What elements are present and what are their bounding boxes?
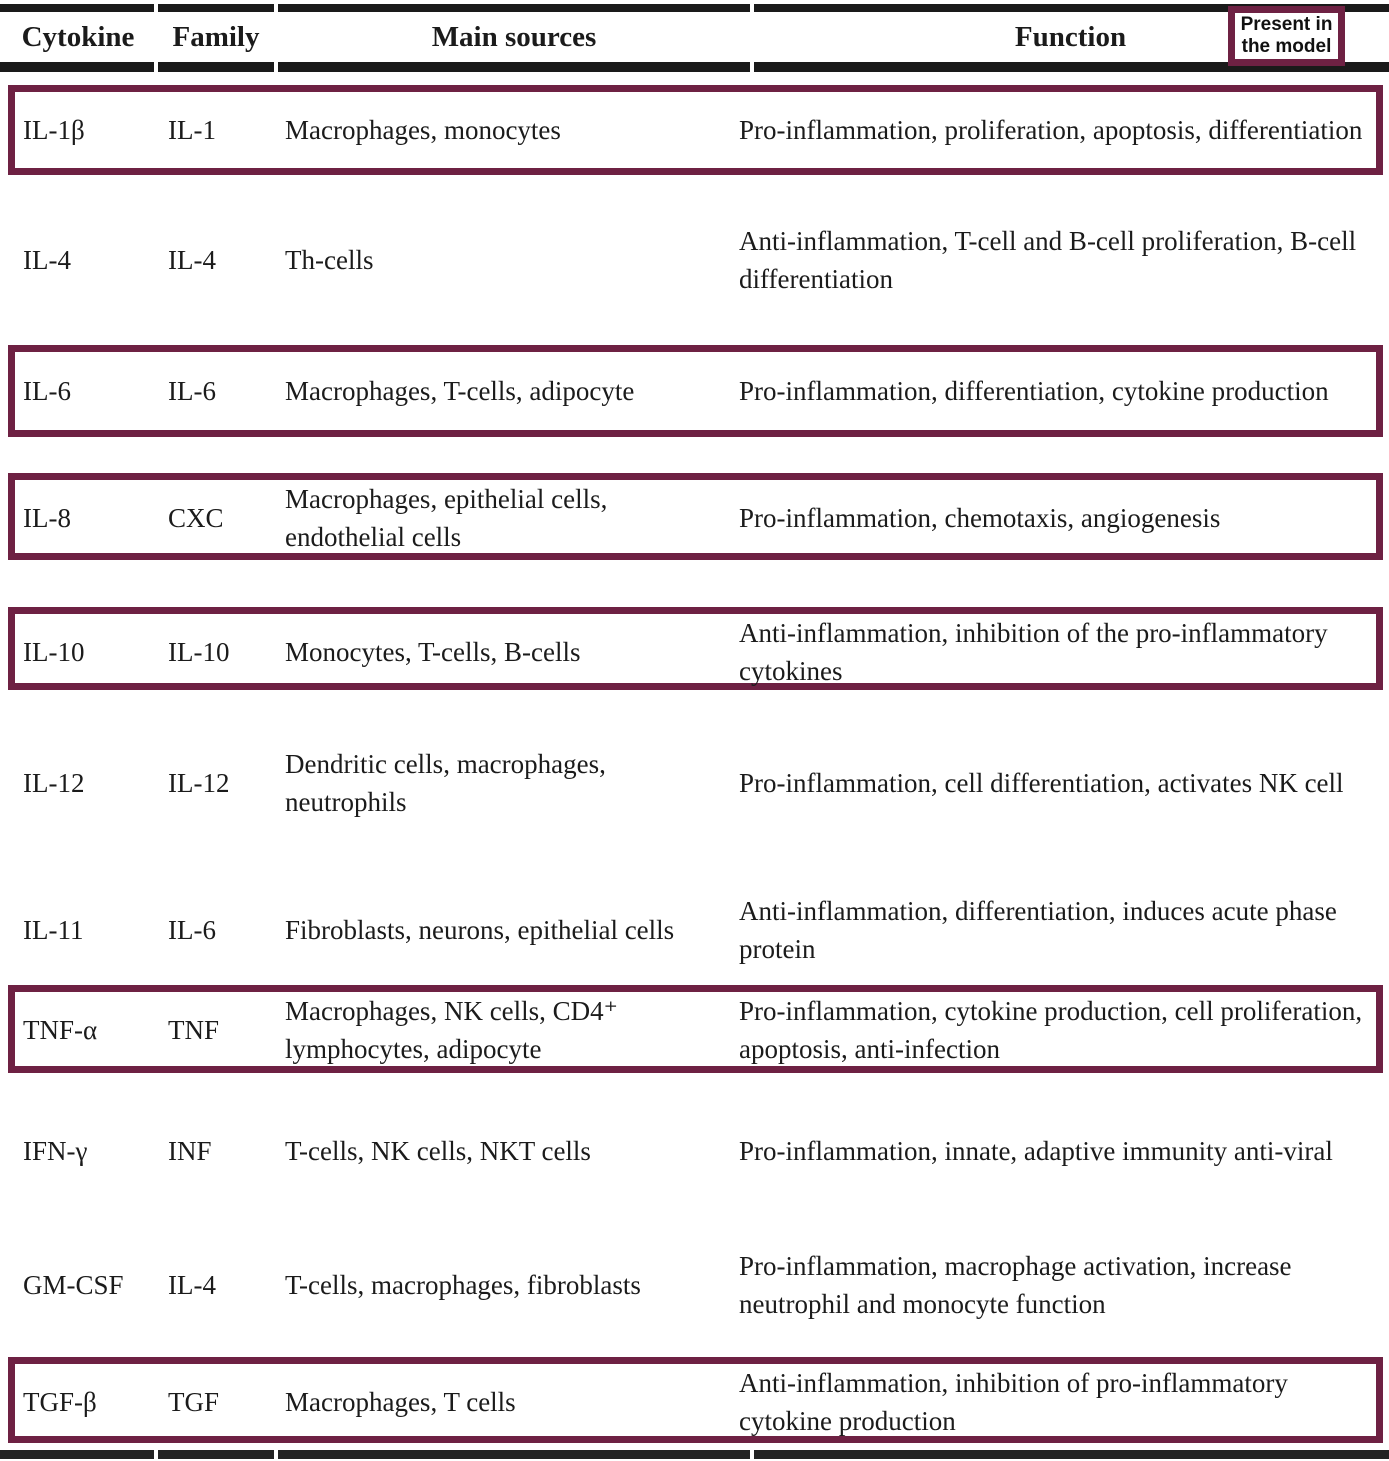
family-cell: IL-4 — [168, 1269, 216, 1300]
present-in-model-line2: the model — [1241, 36, 1332, 57]
main-sources-cell: Th-cells — [285, 245, 374, 275]
table-row-il12 — [8, 690, 1383, 875]
main-sources-cell: Macrophages, epithelial cells, endothelial cells — [285, 484, 608, 552]
function-cell: Anti-inflammation, inhibition of pro-inflammatory cytokine production — [739, 1368, 1288, 1436]
family-cell: IL-6 — [168, 915, 216, 945]
cytokine-cell: IL-6 — [23, 376, 71, 406]
cytokine-cell: IL-10 — [23, 637, 85, 667]
family-cell: IL-1 — [168, 115, 216, 145]
function-cell: Pro-inflammation, innate, adaptive immunity anti-viral — [739, 1135, 1333, 1166]
cytokine-cell: IL-11 — [23, 915, 84, 945]
table-row-il1b — [8, 85, 1383, 175]
cytokine-cell: TNF-α — [23, 1015, 98, 1045]
cytokine-cell: IL-12 — [23, 767, 85, 798]
main-sources-cell: Macrophages, monocytes — [285, 115, 561, 145]
table-row-il4 — [8, 175, 1383, 345]
rule-segment — [158, 4, 274, 12]
header-top-rule — [0, 4, 1389, 12]
rule-segment — [0, 62, 154, 72]
header-bottom-rule — [0, 62, 1389, 72]
table-row-tnfa — [8, 985, 1383, 1073]
family-cell: IL-6 — [168, 376, 216, 406]
table-row-ifng — [8, 1073, 1383, 1228]
table-row-il11 — [8, 875, 1383, 985]
function-cell: Anti-inflammation, inhibition of the pro-inflammatory cytokines — [739, 618, 1328, 686]
function-cell: Pro-inflammation, proliferation, apoptosis, differentiation — [739, 115, 1363, 145]
cytokine-cell: GM-CSF — [23, 1269, 124, 1300]
rule-segment — [278, 4, 750, 12]
main-sources-cell: Monocytes, T-cells, B-cells — [285, 637, 581, 667]
cytokine-cell: IL-8 — [23, 503, 71, 533]
column-header-family: Family — [172, 20, 260, 53]
rule-segment — [158, 1450, 274, 1459]
rule-segment — [278, 1450, 750, 1459]
main-sources-cell: Macrophages, T-cells, adipocyte — [285, 376, 635, 406]
header-labels — [0, 12, 1389, 62]
rule-segment — [0, 4, 154, 12]
column-header-function: Function — [1014, 20, 1127, 53]
function-cell: Pro-inflammation, cytokine production, cell proliferation, apoptosis, anti-infection — [739, 996, 1363, 1064]
family-cell: IL-10 — [168, 637, 230, 667]
main-sources-cell: T-cells, macrophages, fibroblasts — [285, 1269, 641, 1300]
column-header-main-sources: Main sources — [431, 20, 597, 53]
rule-segment — [754, 1450, 1389, 1459]
table-row-gmcsf — [8, 1228, 1383, 1341]
cytokine-cell: IFN-γ — [23, 1135, 88, 1166]
table-bottom-rule — [0, 1450, 1389, 1459]
function-cell: Pro-inflammation, chemotaxis, angiogenesis — [739, 503, 1221, 533]
cytokine-cell: IL-1β — [23, 115, 85, 145]
table-row-il6 — [8, 345, 1383, 437]
function-cell: Anti-inflammation, T-cell and B-cell proliferation, B-cell differentiation — [739, 226, 1357, 294]
present-in-model-line1: Present in — [1240, 14, 1333, 35]
cytokine-cell: IL-4 — [23, 245, 71, 275]
rule-segment — [278, 62, 750, 72]
table-row-il10 — [8, 607, 1383, 690]
rule-segment — [158, 62, 274, 72]
function-cell: Pro-inflammation, macrophage activation, increase neutrophil and monocyte function — [739, 1250, 1292, 1319]
family-cell: IL-4 — [168, 245, 216, 275]
main-sources-cell: T-cells, NK cells, NKT cells — [285, 1135, 591, 1166]
main-sources-cell: Macrophages, T cells — [285, 1387, 516, 1417]
family-cell: INF — [168, 1135, 212, 1166]
family-cell: TGF — [168, 1387, 220, 1417]
function-cell: Pro-inflammation, differentiation, cytokine production — [739, 376, 1329, 406]
main-sources-cell: Macrophages, NK cells, CD4⁺ lymphocytes, adipocyte — [285, 996, 618, 1064]
rule-segment — [0, 1450, 154, 1459]
main-sources-cell: Dendritic cells, macrophages, neutrophils — [285, 748, 606, 817]
family-cell: IL-12 — [168, 767, 230, 798]
present-in-model-legend — [1228, 6, 1345, 66]
main-sources-cell: Fibroblasts, neurons, epithelial cells — [285, 915, 675, 945]
table-row-tgfb — [8, 1357, 1383, 1443]
function-cell: Anti-inflammation, differentiation, induces acute phase protein — [739, 896, 1337, 964]
family-cell: TNF — [168, 1015, 220, 1045]
cytokine-cell: TGF-β — [23, 1387, 97, 1417]
table-header — [0, 0, 1389, 72]
function-cell: Pro-inflammation, cell differentiation, activates NK cell — [739, 767, 1344, 798]
column-header-cytokine: Cytokine — [21, 20, 135, 53]
table-row-il8 — [8, 473, 1383, 560]
family-cell: CXC — [168, 503, 224, 533]
